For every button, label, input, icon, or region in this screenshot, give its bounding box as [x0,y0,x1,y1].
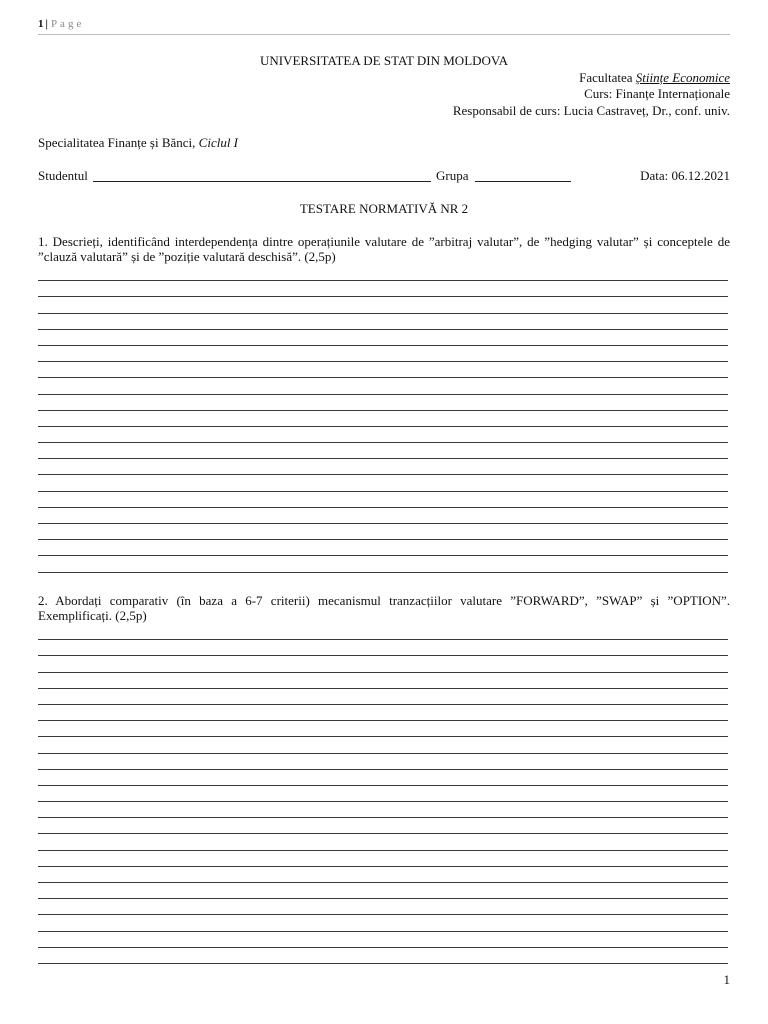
answer-line[interactable] [38,624,728,640]
answer-line[interactable] [38,492,728,508]
answer-line[interactable] [38,948,728,964]
answer-line[interactable] [38,802,728,818]
answer-line[interactable] [38,297,728,313]
footer-page-number: 1 [723,972,730,987]
answer-line[interactable] [38,834,728,850]
answer-line[interactable] [38,754,728,770]
header-page-number: 1 [38,18,44,30]
specialty-line [38,135,238,151]
answer-line[interactable] [38,459,728,475]
answer-line[interactable] [38,786,728,802]
answer-line[interactable] [38,540,728,556]
answer-line[interactable] [38,656,728,672]
answer-line[interactable] [38,330,728,346]
answer-line[interactable] [38,899,728,915]
answer-line[interactable] [38,689,728,705]
header-separator: | [45,18,48,30]
question-2: 2. Abordați comparativ (în baza a 6-7 criterii) mecanismul tranzacțiilor valutare ”FORWARD”, ”SWAP” și ”OPTION”. Exemplificați. (2,5p) [38,593,730,623]
answer-line[interactable] [38,281,728,297]
student-name-blank[interactable] [93,181,431,182]
answer-line[interactable] [38,556,728,572]
date-label: Data: [640,168,669,183]
student-label: Studentul [38,168,88,183]
test-title: TESTARE NORMATIVĂ NR 2 [299,201,469,216]
header-page-word: Page [50,18,85,30]
answer-line[interactable] [38,508,728,524]
answer-line[interactable] [38,721,728,737]
answer-line[interactable] [38,932,728,948]
student-row [38,168,730,186]
answer-line[interactable] [38,705,728,721]
date-field [640,168,730,184]
group-label: Grupa [436,168,469,183]
answer-line[interactable] [38,915,728,931]
answer-line[interactable] [38,378,728,394]
answer-line[interactable] [38,673,728,689]
answer-line[interactable] [38,395,728,411]
answer-line[interactable] [38,883,728,899]
answer-line[interactable] [38,524,728,540]
answer-line[interactable] [38,346,728,362]
answer-line[interactable] [38,770,728,786]
question-1: 1. Descrieți, identificând interdependența dintre operațiunile valutare de ”arbitraj valutar”, de ”hedging valutar” și conceptele de ”clauză valutară” și de ”poziție valutară deschisă”. (2,5p) [38,234,730,264]
answer-line[interactable] [38,314,728,330]
answer-line[interactable] [38,265,728,281]
answer-line[interactable] [38,411,728,427]
answer-line[interactable] [38,443,728,459]
date-value: 06.12.2021 [671,168,730,183]
university-title: UNIVERSITATEA DE STAT DIN MOLDOVA [259,53,509,68]
page-header [38,18,730,35]
specialty-cycle: Ciclul I [198,135,239,150]
faculty-line [579,70,730,86]
group-blank[interactable] [475,181,571,182]
answer-lines-2[interactable] [38,624,728,964]
answer-line[interactable] [38,737,728,753]
answer-line[interactable] [38,362,728,378]
faculty-label: Facultatea [579,70,633,85]
answer-line[interactable] [38,427,728,443]
responsible-line: Responsabil de curs: Lucia Castraveț, Dr., conf. univ. [452,103,730,118]
specialty-text: Specialitatea Finanțe și Bănci, [38,135,196,150]
answer-line[interactable] [38,818,728,834]
faculty-name: Științe Economice [635,70,730,85]
answer-lines-1[interactable] [38,265,728,573]
answer-line[interactable] [38,851,728,867]
answer-line[interactable] [38,475,728,491]
answer-line[interactable] [38,867,728,883]
answer-line[interactable] [38,640,728,656]
course-line: Curs: Finanțe Internaționale [584,86,730,101]
